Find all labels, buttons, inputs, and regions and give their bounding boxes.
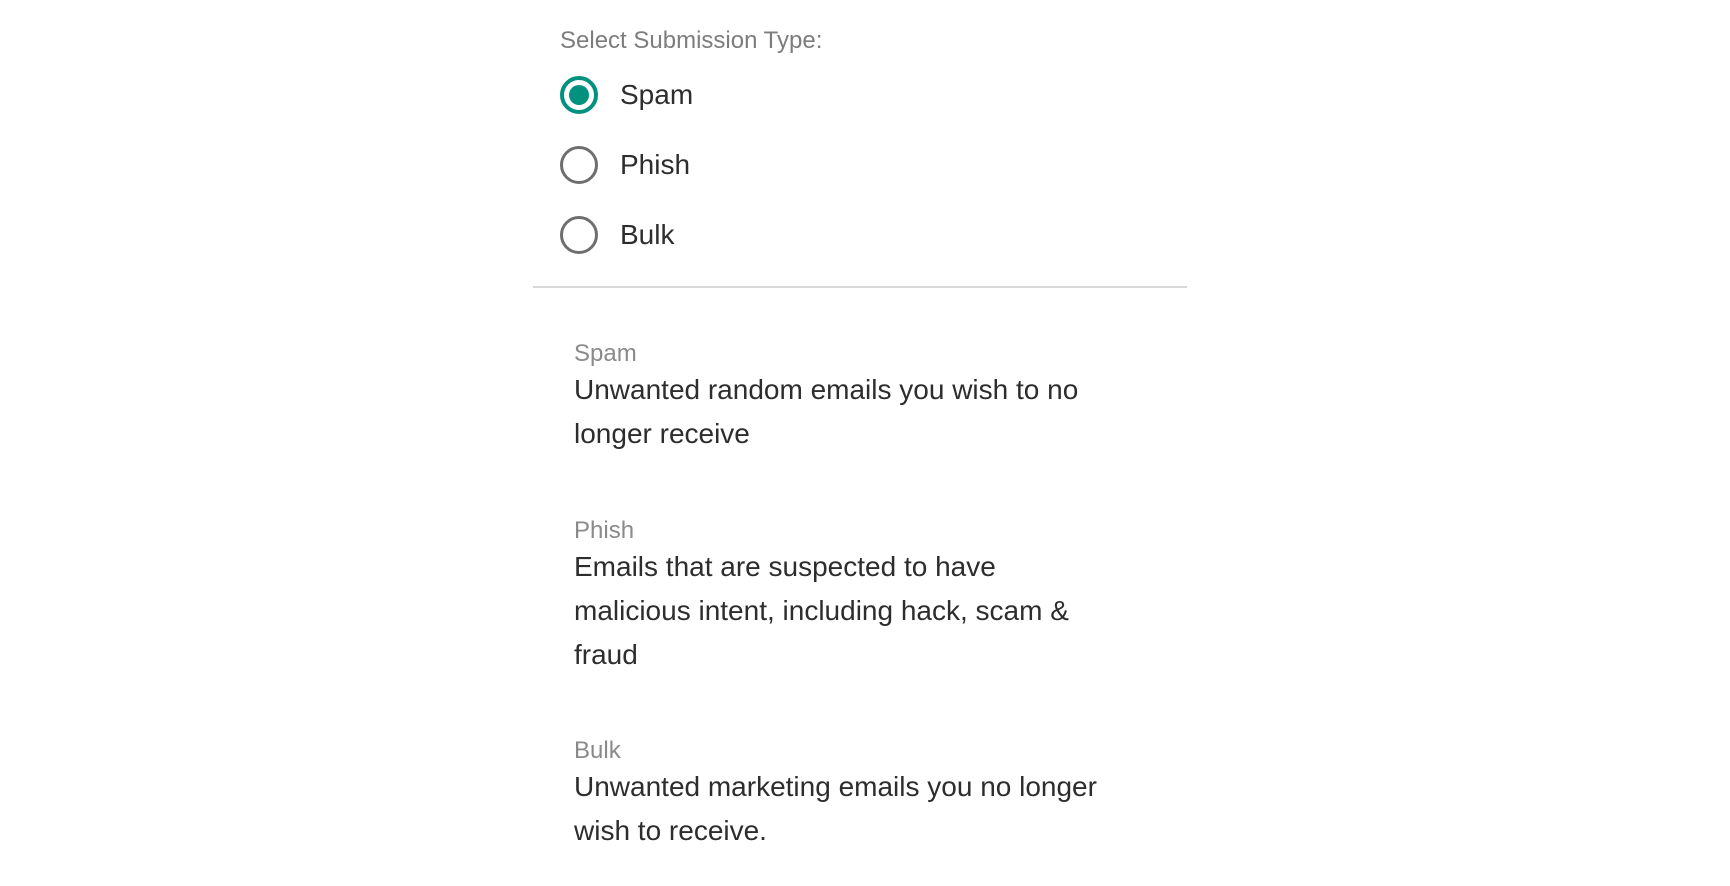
radio-button-phish-icon[interactable] — [560, 146, 598, 184]
radio-button-bulk-icon[interactable] — [560, 216, 598, 254]
radio-label-spam: Spam — [620, 79, 694, 110]
radio-label-phish: Phish — [620, 149, 691, 180]
submission-form — [533, 0, 1187, 853]
submission-type-radio-group — [560, 76, 1187, 254]
radio-selected-dot — [569, 85, 589, 105]
radio-option-phish[interactable] — [560, 146, 690, 184]
description-text-phish: Emails that are suspected to have malicious intent, including hack, scam & fraud — [574, 551, 1069, 670]
divider — [533, 286, 1187, 288]
description-text-spam: Unwanted random emails you wish to no longer receive — [574, 374, 1079, 449]
form-heading: Select Submission Type: — [560, 27, 823, 54]
radio-button-spam-icon[interactable] — [560, 76, 598, 114]
radio-label-bulk: Bulk — [620, 219, 675, 250]
description-term-spam: Spam — [574, 340, 637, 367]
description-bulk — [574, 737, 1114, 853]
description-term-bulk: Bulk — [574, 737, 621, 764]
radio-option-spam[interactable] — [560, 76, 693, 114]
description-spam — [574, 340, 1114, 456]
description-phish — [574, 517, 1114, 677]
description-text-bulk: Unwanted marketing emails you no longer wish to receive. — [574, 771, 1097, 846]
radio-option-bulk[interactable] — [560, 216, 674, 254]
description-term-phish: Phish — [574, 517, 635, 544]
